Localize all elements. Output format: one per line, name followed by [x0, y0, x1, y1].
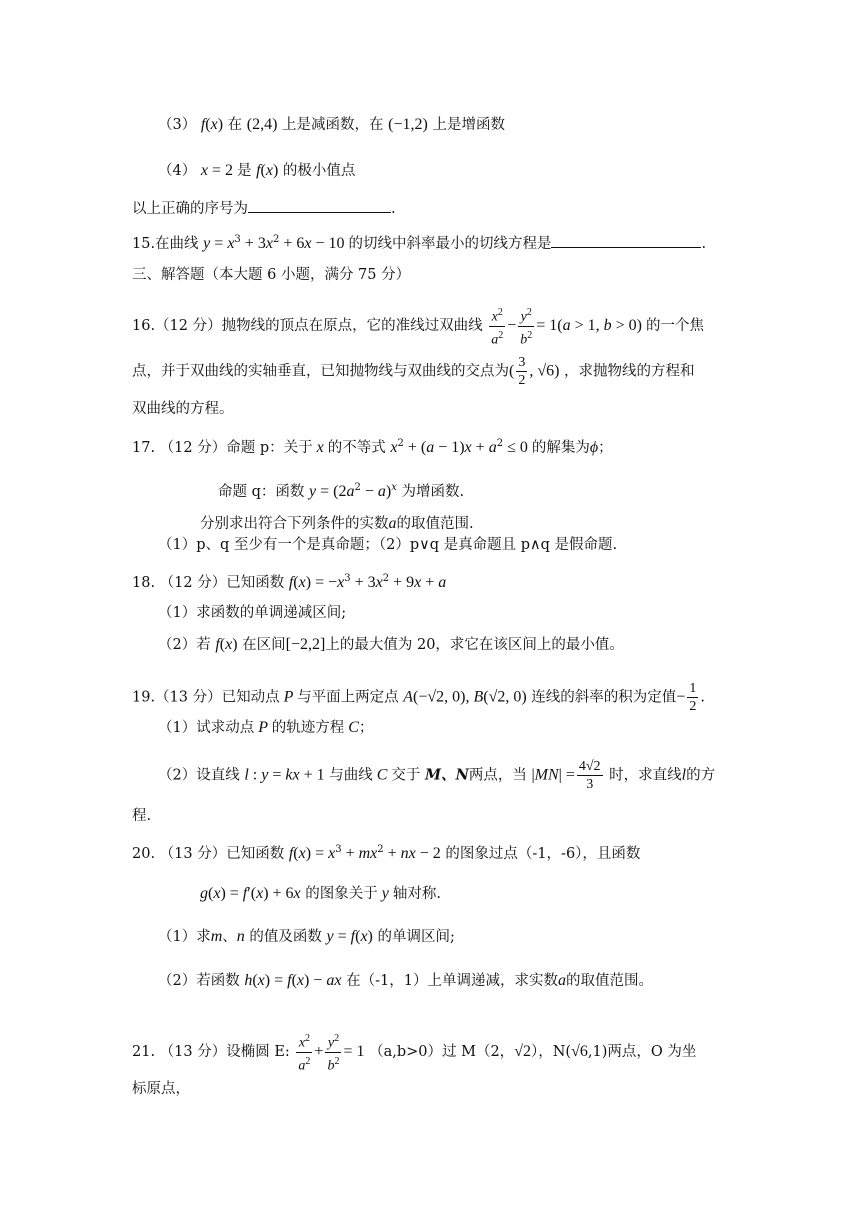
- text: 是: [236, 163, 252, 179]
- fraction: $\frac{x^2}{a^2}$: [296, 1030, 312, 1074]
- text: 的轨迹方程: [271, 720, 345, 736]
- text: 在: [227, 117, 243, 133]
- section-heading: [132, 264, 410, 286]
- item-4: （4） x = 2 是 f(x) 的极小值点: [158, 162, 356, 179]
- answer-blank[interactable]: [551, 233, 701, 248]
- text: （1）求: [158, 929, 211, 945]
- text: ，求抛物线的方程和: [564, 363, 695, 380]
- text: 交于: [391, 767, 421, 784]
- text: （a,b>0）过 M（2，: [369, 1044, 515, 1061]
- question-18-line2: [158, 602, 346, 624]
- question-16-line1: 16.（12 分）抛物线的顶点在原点，它的准线过双曲线 $\frac{x^2}{a^2}$ − $\frac{y^2}{b^2}$ = 1(a > 1, b > 0) 的一个焦: [132, 304, 704, 348]
- fraction: $\frac{1}{2}$: [689, 681, 697, 714]
- text: （2）设直线: [158, 767, 240, 784]
- text: 两点，当: [468, 767, 527, 784]
- text: 的切线中斜率最小的切线方程是: [348, 235, 552, 252]
- text: 与曲线: [329, 767, 373, 784]
- text: （1）试求动点: [158, 720, 255, 736]
- text: 19.（13 分）已知动点: [132, 689, 280, 706]
- text: 上的最大值为 20，求它在该区间上的最小值。: [325, 637, 624, 653]
- text: 在区间: [242, 637, 286, 653]
- fraction: $\frac{4√2}{3}$: [578, 759, 601, 792]
- question-19-line3: （2）设直线 l : y = kx + 1 与曲线 C 交于 M、N两点，当 |MN| = $\frac{4√2}{3}$ 时，求直线l的方: [158, 759, 716, 792]
- text: ,1)两点，O 为坐: [587, 1044, 697, 1061]
- text: 20. （13 分）已知函数: [132, 845, 285, 862]
- text: 15.在曲线: [132, 235, 199, 252]
- question-21-line2: [132, 1078, 190, 1100]
- text: 三、解答题（本大题 6 小题，满分 75 分）: [132, 267, 411, 283]
- question-15: 15.在曲线 $y = x^3 + 3x^2 + 6x - 10$ 的切线中斜率最小的切线方程是 .: [132, 234, 707, 252]
- text: 的取值范围。: [565, 973, 653, 989]
- text: 双曲线的方程。: [132, 401, 234, 417]
- text: 的取值范围.: [396, 516, 474, 532]
- text: （1）p、q 至少有一个是真命题；（2）p∨q 是真命题且 p∧q 是假命题.: [158, 537, 618, 553]
- fraction: $\frac{y^2}{b^2}$: [325, 1030, 341, 1074]
- item-label: （4）: [158, 163, 197, 179]
- question-18-line1: 18. （12 分）已知函数 $f(x) = -x^3 + 3x^2 + 9x + a$: [132, 573, 447, 591]
- text: 的不等式: [327, 439, 386, 456]
- text: 21. （13 分）设椭圆 E:: [132, 1044, 290, 1061]
- question-20-line3: （1）求m、n 的值及函数 y = f(x) 的单调区间;: [158, 928, 455, 945]
- text: 标原点，: [132, 1081, 190, 1097]
- text: 命题 q：函数: [218, 483, 305, 500]
- text: 上是减函数，在: [282, 117, 384, 133]
- text: 的单调区间;: [377, 929, 455, 945]
- text: 的极小值点: [282, 163, 356, 179]
- text: M、N: [425, 766, 469, 784]
- question-18-line3: （2）若 f(x) 在区间[−2,2]上的最大值为 20，求它在该区间上的最小值。: [158, 636, 624, 653]
- text: 上是增函数: [432, 117, 505, 133]
- fraction: $\frac{y^2}{b^2}$: [518, 304, 534, 348]
- text: 轴对称.: [392, 886, 441, 902]
- item-3: （3） f(x) 在 (2,4) 上是减函数，在 (−1,2) 上是增函数: [158, 116, 505, 133]
- text: 程.: [132, 808, 152, 824]
- question-16-line2: 点，并于双曲线的实轴垂直，已知抛物线与双曲线的交点为( $\frac{3}{2}$ , √6) ，求抛物线的方程和: [132, 355, 695, 388]
- text: 以上正确的序号为: [132, 201, 248, 217]
- text: 的方: [686, 767, 716, 784]
- question-17-line3: 分别求出符合下列条件的实数a的取值范围.: [200, 515, 474, 532]
- text: ），N(: [530, 1044, 572, 1061]
- question-17-line2: 命题 q：函数 $y = (2a^2 - a)^x$ 为增函数.: [218, 482, 465, 500]
- question-20-line2: g(x) = f′(x) + 6x 的图象关于 y 轴对称.: [200, 885, 441, 902]
- text: （2）若函数: [158, 973, 240, 989]
- q14-answer-line: 以上正确的序号为 .: [132, 198, 396, 220]
- answer-blank[interactable]: [248, 198, 391, 213]
- text: 点，并于双曲线的实轴垂直，已知抛物线与双曲线的交点为: [132, 363, 509, 380]
- text: 在（-1，1）上单调递减，求实数: [346, 973, 558, 989]
- item-label: （3）: [158, 117, 197, 133]
- question-17-line4: [158, 534, 617, 556]
- question-16-line3: [132, 398, 234, 420]
- text: 的图象过点（-1，-6），且函数: [445, 845, 641, 862]
- text: 17. （12 分）命题 p：关于: [132, 439, 313, 456]
- fraction: $\frac{x^2}{a^2}$: [489, 304, 505, 348]
- question-19-line1: 19.（13 分）已知动点 P 与平面上两定点 A(−√2, 0), B(√2, 0) 连线的斜率的积为定值− $\frac{1}{2}$ .: [132, 681, 705, 714]
- text: 连线的斜率的积为定值: [531, 689, 677, 706]
- text: 的解集为: [531, 439, 590, 456]
- text: 的值及函数: [249, 929, 322, 945]
- text: 分别求出符合下列条件的实数: [200, 516, 389, 532]
- question-20-line4: （2）若函数 h(x) = f(x) − ax 在（-1，1）上单调递减，求实数a的取值范围。: [158, 972, 653, 989]
- text: 时，求直线: [609, 767, 682, 784]
- question-19-line2: （1）试求动点 P 的轨迹方程 C；: [158, 719, 374, 736]
- text: 与平面上两定点: [297, 689, 399, 706]
- text: （1）求函数的单调递减区间;: [158, 605, 347, 621]
- text: 16.（12 分）抛物线的顶点在原点，它的准线过双曲线: [132, 318, 483, 335]
- question-19-line4: [132, 805, 151, 827]
- fraction: $\frac{3}{2}$: [518, 355, 526, 388]
- question-21-line1: 21. （13 分）设椭圆 E: $\frac{x^2}{a^2}$ + $\frac{y^2}{b^2}$ = 1 （a,b>0）过 M（2，√2），N(√6,1)两点，O 为坐: [132, 1030, 696, 1074]
- text: （2）若: [158, 637, 211, 653]
- text: 的一个焦: [646, 318, 705, 335]
- question-17-line1: 17. （12 分）命题 p：关于 x 的不等式 $x^2 + (a - 1)x + a^2 \le 0$ 的解集为ϕ；: [132, 438, 613, 456]
- question-20-line1: 20. （13 分）已知函数 $f(x) = x^3 + mx^2$ + nx − 2 的图象过点（-1，-6），且函数: [132, 844, 641, 862]
- text: 18. （12 分）已知函数: [132, 574, 285, 591]
- text: 为增函数.: [401, 483, 465, 500]
- text: 的图象关于: [305, 886, 378, 902]
